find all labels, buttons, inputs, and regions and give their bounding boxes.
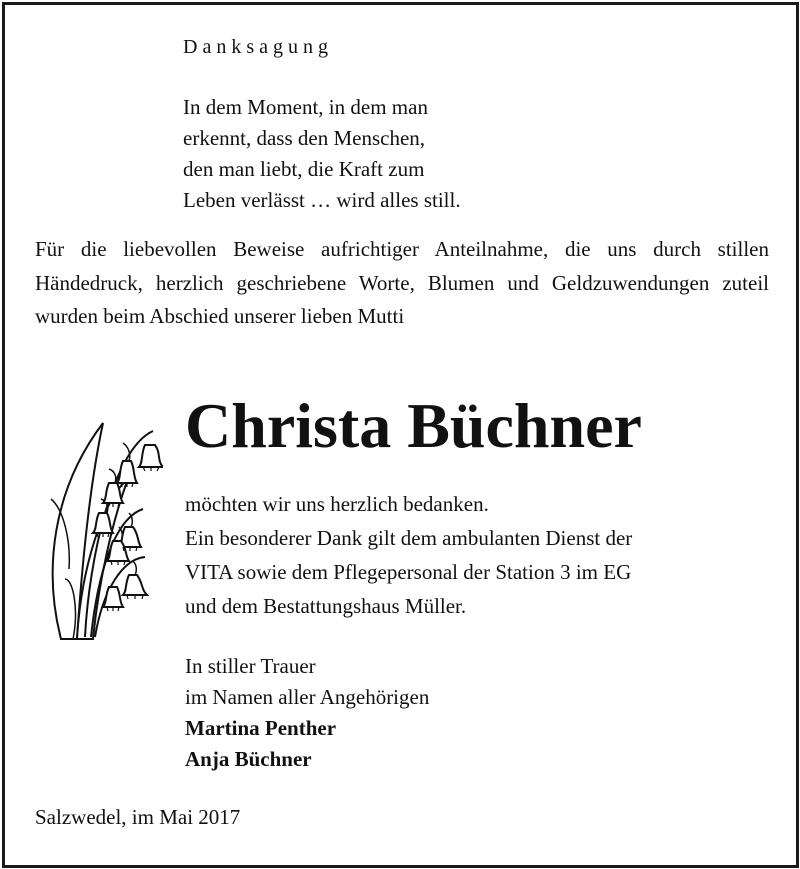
intro-paragraph: Für die liebevollen Beweise aufrichtiger Anteilnahme, die uns durch stillen Händedruck, herzlich geschriebene Worte, Blumen und Geldzuwendungen zuteil wurden beim Abschied unserer lieben Mutti: [35, 237, 769, 328]
deceased-name: Christa Büchner: [185, 390, 642, 461]
poem: [183, 92, 461, 216]
thanks-text: [185, 487, 632, 623]
signer-name: Anja Büchner: [185, 747, 312, 771]
obituary-notice: [2, 2, 799, 868]
thanks-line: VITA sowie dem Pflegepersonal der Station 3 im EG: [185, 560, 632, 584]
place-date: Salzwedel, im Mai 2017: [35, 805, 241, 829]
poem-line: In dem Moment, in dem man: [183, 95, 428, 119]
thanks-line: und dem Bestattungshaus Müller.: [185, 594, 467, 618]
poem-line: Leben verlässt … wird alles still.: [183, 188, 461, 212]
mourning-line: In stiller Trauer: [185, 654, 316, 678]
notice-heading: Danksagung: [183, 36, 333, 58]
thanks-line: möchten wir uns herzlich bedanken.: [185, 492, 489, 516]
mourning-line: im Namen aller Angehörigen: [185, 685, 430, 709]
thanks-line: Ein besonderer Dank gilt dem ambulanten Dienst der: [185, 526, 633, 550]
lily-of-the-valley-icon: [33, 409, 163, 641]
poem-line: erkennt, dass den Menschen,: [183, 126, 426, 150]
mourning-block: [185, 651, 429, 775]
poem-line: den man liebt, die Kraft zum: [183, 157, 425, 181]
signer-name: Martina Penther: [185, 716, 337, 740]
